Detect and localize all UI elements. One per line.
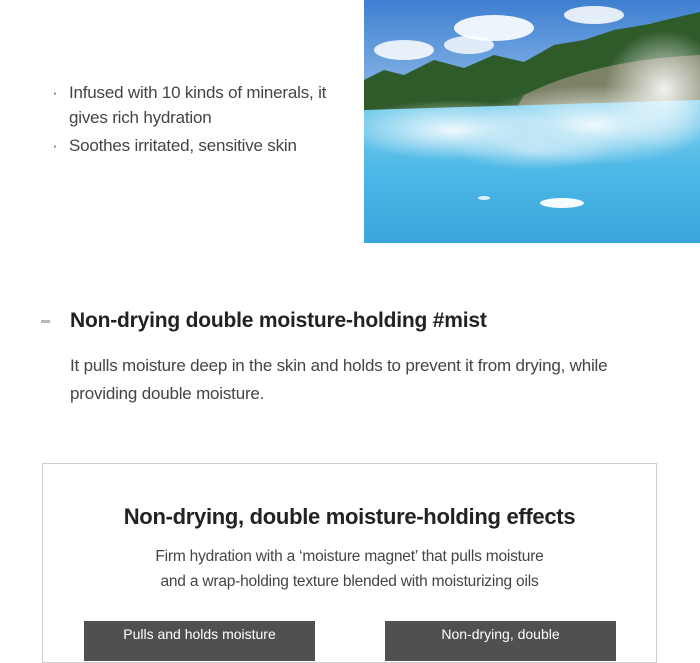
bullet-item — [52, 80, 342, 130]
effect-tag-non-drying: Non-drying, double — [385, 621, 616, 661]
feature-bullet-list — [52, 80, 342, 161]
effect-tag-pulls-holds: Pulls and holds moisture — [84, 621, 315, 661]
bullet-text: Infused with 10 kinds of minerals, it gives rich hydration — [69, 83, 327, 127]
bullet-item — [52, 133, 342, 158]
bullet-marker: · — [52, 83, 58, 102]
effects-box — [42, 463, 657, 663]
bullet-marker: · — [52, 136, 58, 155]
hot-spring-image — [364, 0, 700, 243]
section-title: Non-drying double moisture-holding #mist — [70, 309, 487, 332]
hot-spring-illustration — [364, 0, 700, 243]
effects-description-line: Firm hydration with a ‘moisture magnet’ that pulls moisture — [155, 548, 544, 565]
effects-description-line: and a wrap-holding texture blended with moisturizing oils — [160, 573, 539, 590]
effects-title: Non-drying, double moisture-holding effects — [123, 504, 576, 529]
effects-description — [43, 544, 656, 594]
bullet-text: Soothes irritated, sensitive skin — [69, 136, 297, 155]
section-dash-marker — [41, 320, 50, 323]
section-description: It pulls moisture deep in the skin and holds to prevent it from drying, while providing double moisture. — [70, 356, 608, 403]
